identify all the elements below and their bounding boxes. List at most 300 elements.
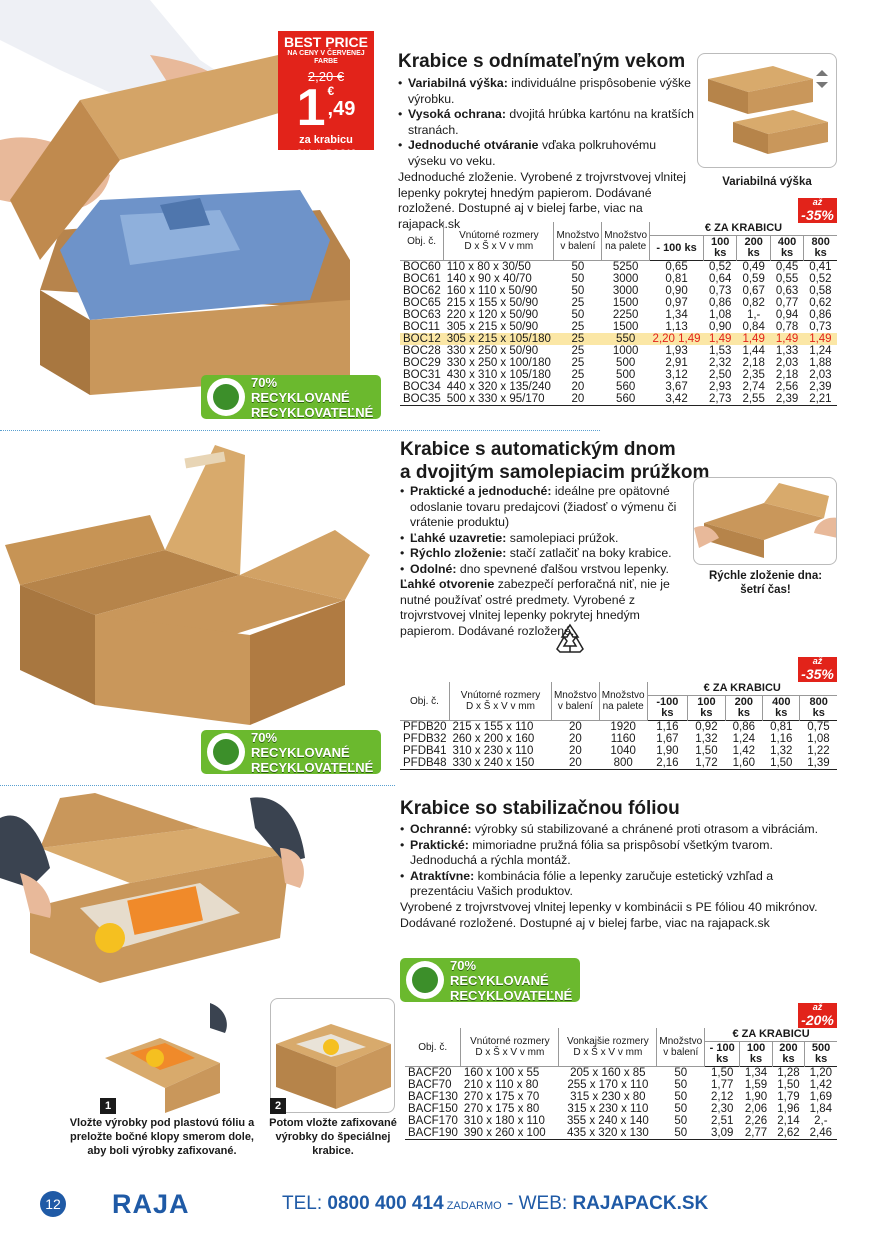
s2-th-mn1: Množstvo v balení [551, 682, 599, 721]
table-cell: 220 x 120 x 50/90 [446, 309, 539, 321]
table-cell: 305 x 215 x 105/180 [444, 333, 554, 345]
s1-th-obj: Obj. č. [400, 222, 444, 261]
table-row [400, 369, 837, 381]
table-cell: 2,26 [744, 1115, 768, 1127]
table-cell: 800 [613, 757, 633, 769]
s1-th-mn2: Množstvo na palete [602, 222, 650, 261]
table-cell: 50 [571, 285, 585, 297]
table-cell: 1,42 [809, 1079, 833, 1091]
s1-image-caption: Variabilná výška [722, 176, 812, 188]
table-cell: 2,30 [711, 1103, 734, 1115]
s2-product-image [693, 477, 837, 565]
table-cell: 435 x 320 x 130 [566, 1127, 649, 1139]
table-cell: 160 x 100 x 55 [463, 1067, 540, 1079]
table-cell: 1,16 [770, 733, 793, 745]
s3-th-p1: 100 ks [740, 1042, 772, 1067]
table-cell: 0,97 [665, 297, 688, 309]
table-cell: 1,88 [809, 357, 832, 369]
table-cell: 2,39 [775, 393, 799, 405]
table-cell: 0,65 [665, 261, 688, 273]
table-cell: 0,86 [809, 309, 832, 321]
table-cell: 1,22 [807, 745, 830, 757]
best-price-subtitle: NA CENY V ČERVENEJ FARBE [287, 50, 365, 65]
table-cell: 50 [571, 261, 585, 273]
recycle-line2: RECYKLOVATEĽNÉ [450, 987, 573, 1003]
table-cell: 0,59 [742, 273, 765, 285]
table-cell: 25 [571, 297, 585, 309]
recycle-symbol-icon [552, 622, 588, 658]
s1-description: Jednoduché zloženie. Vyrobené z trojvrstvovej vlnitej lepenky pokrytej hnedým papierom. Dodávané rozložené. Dostupné aj v bielej farbe, viac na rajapack.sk [398, 170, 686, 231]
table-cell: 3,42 [665, 393, 688, 405]
tel-label: TEL: [282, 1193, 328, 1214]
table-cell: 140 x 90 x 40/70 [446, 273, 532, 285]
recycle-badge-2 [201, 730, 381, 774]
table-cell: 1,08 [709, 309, 732, 321]
table-cell: BOC60 [403, 261, 441, 273]
table-row [400, 309, 837, 321]
s2-price-table-wrap [400, 682, 837, 770]
table-cell: 0,82 [742, 297, 765, 309]
table-row [400, 297, 837, 309]
s1-th-p4: 800 ks [811, 236, 830, 259]
table-cell: BOC63 [403, 309, 441, 321]
table-cell: 3,09 [711, 1127, 734, 1139]
table-cell: 390 x 260 x 100 [463, 1127, 546, 1139]
s2-th-dim: Vnútorné rozmery D x Š x V v mm [449, 682, 551, 721]
table-cell: PFDB41 [403, 745, 447, 757]
contact-line [282, 1193, 708, 1215]
table-cell: 50 [674, 1091, 688, 1103]
price-int: 1 [296, 79, 326, 137]
table-cell: BOC62 [403, 285, 441, 297]
table-cell: 210 x 110 x 80 [463, 1079, 539, 1091]
s2-discount-badge [798, 657, 837, 682]
table-cell: 25 [571, 369, 585, 381]
s2-th-mn2: Množstvo na palete [599, 682, 647, 721]
table-cell: 1,90 [656, 745, 679, 757]
table-cell: 2,73 [709, 393, 732, 405]
s2-th-eur: € ZA KRABICU [647, 682, 837, 696]
price-currency: € [327, 84, 335, 98]
table-cell: BACF170 [408, 1115, 458, 1127]
table-cell: 1,49 [704, 333, 737, 345]
s1-discount-badge [798, 198, 837, 223]
table-row [400, 381, 837, 393]
table-cell: 1000 [612, 345, 639, 357]
page-number: 12 [40, 1191, 66, 1217]
price-unit: za krabicu [299, 134, 353, 146]
table-cell: BOC35 [403, 393, 441, 405]
recycle-text [251, 375, 375, 420]
table-row [400, 273, 837, 285]
table-cell: 1,50 [770, 757, 793, 769]
table-row [405, 1103, 837, 1115]
table-cell: 2,39 [809, 381, 832, 393]
recycle-text [450, 958, 574, 1003]
table-cell: 1,33 [775, 345, 799, 357]
best-price-badge [278, 31, 374, 158]
table-cell: 20 [568, 745, 582, 757]
table-cell: 330 x 250 x 100/180 [446, 357, 551, 369]
table-cell: 0,62 [809, 297, 832, 309]
section-divider [0, 430, 600, 431]
table-cell: 1,50 [695, 745, 718, 757]
table-cell: 50 [571, 309, 585, 321]
table-cell: 1,20 [809, 1067, 833, 1079]
table-cell: 2,55 [742, 393, 765, 405]
s2-th-p1: 100 ks [688, 696, 725, 721]
free-label: ZADARMO [443, 1200, 502, 1212]
table-cell: 1,50 [711, 1067, 734, 1079]
table-cell: BOC34 [403, 381, 441, 393]
table-cell: 50 [674, 1079, 688, 1091]
table-cell: 2,03 [775, 357, 799, 369]
table-cell: 2,03 [809, 369, 832, 381]
table-cell: 1,24 [732, 733, 756, 745]
s3-price-table-wrap [405, 1028, 837, 1140]
s2-price-table [400, 682, 837, 770]
s3-title: Krabice so stabilizačnou fóliou [400, 798, 680, 819]
table-cell: BACF150 [408, 1103, 458, 1115]
table-cell: 315 x 230 x 80 [570, 1091, 646, 1103]
table-cell: 0,90 [709, 321, 732, 333]
s1-bullet: • Jednoduché otváranie vďaka polkruhovému výseku vo veku. [398, 138, 694, 169]
table-cell: 25 [571, 321, 585, 333]
table-cell: 2,46 [809, 1127, 833, 1139]
table-cell: BACF190 [408, 1127, 458, 1139]
s1-th-dim: Vnútorné rozmery D x Š x V v mm [444, 222, 554, 261]
web-link[interactable]: RAJAPACK.SK [572, 1193, 709, 1214]
table-cell: 1,79 [777, 1091, 800, 1103]
table-cell: BACF70 [408, 1079, 452, 1091]
tel-number[interactable]: 0800 400 414 [327, 1193, 444, 1214]
recycle-line1: 70% RECYKLOVANÉ [251, 374, 350, 405]
table-cell: BOC28 [403, 345, 441, 357]
table-cell: 50 [674, 1103, 688, 1115]
s2-title-line2: a dvojitým samolepiacim prúžkom [400, 462, 710, 483]
table-cell: 1,72 [695, 757, 718, 769]
s2-description: Ľahké otvorenie zabezpečí perforačná niť, nie je nutné používať ostré predmety. Vyrobené z trojvrstvovej vlnitej lepenky pokrytej hnedým papierom. Dodávané rozložené. [400, 577, 670, 638]
table-cell: 20 [571, 393, 585, 405]
table-cell: 20 [571, 381, 585, 393]
recycle-line1: 70% RECYKLOVANÉ [450, 957, 549, 988]
table-cell: 500 x 330 x 95/170 [446, 393, 545, 405]
s3-bullet: • Praktické: mimoriadne pružná fólia sa prispôsobí všetkým tvarom. Jednoduchá a rýchla montáž. [400, 838, 830, 869]
table-cell: 1,50 [777, 1079, 800, 1091]
table-cell: 215 x 155 x 110 [452, 721, 534, 733]
table-cell: 0,78 [775, 321, 799, 333]
table-cell: 440 x 320 x 135/240 [446, 381, 551, 393]
table-cell: 255 x 170 x 110 [567, 1079, 649, 1091]
table-cell: BACF130 [408, 1091, 458, 1103]
table-row [400, 261, 837, 274]
table-cell: BOC12 [400, 333, 444, 345]
table-cell: 1040 [610, 745, 636, 757]
table-cell: 0,49 [742, 261, 765, 273]
s2-table-body [400, 721, 837, 770]
table-cell: 3,12 [665, 369, 688, 381]
table-cell: 0,92 [695, 721, 718, 733]
table-row [400, 757, 837, 770]
recycle-globe-icon [406, 961, 444, 999]
table-cell: 0,73 [809, 321, 832, 333]
price-suffix [328, 84, 356, 120]
table-cell: 1160 [610, 733, 636, 745]
table-cell: 1500 [612, 321, 639, 333]
s3-th-mn1: Množstvo v balení [657, 1028, 705, 1067]
table-cell: BOC65 [403, 297, 441, 309]
table-cell: 330 x 250 x 50/90 [446, 345, 539, 357]
table-cell: 2,18 [775, 369, 799, 381]
table-cell: 2,74 [742, 381, 765, 393]
table-cell: 3,67 [665, 381, 688, 393]
table-cell: 0,77 [775, 297, 799, 309]
table-row [400, 321, 837, 333]
s2-th-p0: -100 ks [647, 696, 688, 721]
step1-caption: Vložte výrobky pod plastovú fóliu a preložte bočné klopy smerom dole, aby boli výrobky zafixované. [69, 1117, 255, 1157]
table-cell: 2,35 [742, 369, 765, 381]
s3-th-eur: € ZA KRABICU [705, 1028, 837, 1042]
s3-bullet: • Ochranné: výrobky sú stabilizované a chránené proti otrasom a vibráciám. [400, 822, 830, 838]
s1-title: Krabice s odnímateľným vekom [398, 51, 686, 72]
table-row [405, 1067, 837, 1080]
table-cell: 1,13 [665, 321, 688, 333]
s3-discount-badge [798, 1003, 837, 1028]
table-cell: PFDB48 [403, 757, 447, 769]
table-cell: 0,63 [775, 285, 799, 297]
table-cell: 1,77 [711, 1079, 734, 1091]
table-cell: 160 x 110 x 50/90 [446, 285, 538, 297]
table-cell: 1,90 [744, 1091, 768, 1103]
recycle-text [251, 730, 375, 775]
s3-th-obj: Obj. č. [405, 1028, 461, 1067]
table-cell: 2,56 [775, 381, 799, 393]
table-cell: 560 [616, 381, 636, 393]
table-cell: 0,86 [732, 721, 756, 733]
table-cell: 1,39 [807, 757, 830, 769]
s2-bullet: • Praktické a jednoduché: ideálne pre opätovné odoslanie tovaru predajcovi (žiadosť o výmenu či vrátenie produktu) [400, 484, 685, 531]
table-cell: PFDB20 [403, 721, 447, 733]
table-cell: 1,49 [770, 333, 803, 345]
s1-th-eur: € ZA KRABICU [650, 222, 837, 236]
recycle-globe-icon [207, 378, 245, 416]
table-cell: 20 [568, 733, 582, 745]
table-cell: 2,- [814, 1115, 828, 1127]
table-cell: 25 [554, 333, 602, 345]
s2-bullet: • Odolné: dno spevnené ďalšou vrstvou lepenky. [400, 562, 685, 578]
table-cell: 0,55 [775, 273, 799, 285]
s3-table-body [405, 1067, 837, 1140]
table-cell: 0,67 [742, 285, 765, 297]
table-cell: 1,60 [732, 757, 756, 769]
table-cell: 1,28 [777, 1067, 800, 1079]
table-cell: 2,91 [665, 357, 688, 369]
s1-discount: -35% [801, 207, 834, 223]
table-cell: 1,84 [809, 1103, 833, 1115]
s3-bullets [400, 822, 830, 900]
table-cell: 315 x 230 x 110 [567, 1103, 649, 1115]
step2-image [270, 998, 395, 1113]
table-row [400, 345, 837, 357]
recycle-line1: 70% RECYKLOVANÉ [251, 729, 350, 760]
table-cell: 1,59 [744, 1079, 768, 1091]
s3-discount: -20% [801, 1012, 834, 1028]
table-cell: 20 [568, 721, 582, 733]
table-cell: 550 [602, 333, 650, 345]
s2-bullets [400, 484, 685, 578]
table-row [405, 1127, 837, 1140]
table-cell: 2,14 [777, 1115, 800, 1127]
table-cell: 0,41 [809, 261, 832, 273]
table-cell: 560 [616, 393, 636, 405]
table-cell: 0,52 [709, 261, 732, 273]
s3-th-dim: Vnútorné rozmery D x Š x V v mm [461, 1028, 559, 1067]
s3-discount-top: až [812, 1002, 823, 1012]
table-cell: 1,67 [656, 733, 679, 745]
recycle-line2: RECYKLOVATEĽNÉ [251, 759, 374, 775]
table-cell: 25 [571, 345, 585, 357]
s3-th-p0: - 100 ks [705, 1042, 740, 1067]
table-cell: 5250 [612, 261, 639, 273]
table-cell: 0,84 [742, 321, 765, 333]
table-cell: 310 x 180 x 110 [463, 1115, 545, 1127]
table-cell: 1,32 [770, 745, 793, 757]
table-cell: 1,93 [665, 345, 688, 357]
step2-number: 2 [270, 1098, 286, 1114]
step1-number: 1 [100, 1098, 116, 1114]
table-cell: 1,49 [804, 333, 837, 345]
table-cell: 50 [674, 1067, 688, 1079]
table-cell: 1,34 [744, 1067, 768, 1079]
table-row [400, 357, 837, 369]
price-code: Obj. č. BOC12 [295, 148, 357, 158]
s1-table-body [400, 261, 837, 406]
section-divider [0, 785, 395, 786]
table-cell: BOC29 [403, 357, 441, 369]
table-cell: 0,90 [665, 285, 688, 297]
film-box-photo [0, 788, 395, 998]
table-cell: 2,62 [777, 1127, 800, 1139]
s2-bullet: • Ľahké uzavretie: samolepiaci prúžok. [400, 531, 685, 547]
table-cell: 270 x 175 x 70 [463, 1091, 540, 1103]
table-cell: 3000 [612, 273, 639, 285]
table-cell: 0,58 [809, 285, 832, 297]
s2-th-p4: 800 ks [809, 696, 828, 719]
table-cell: 2,06 [744, 1103, 768, 1115]
table-cell: 1,42 [732, 745, 756, 757]
s2-title [400, 438, 709, 484]
table-cell: 1,16 [656, 721, 679, 733]
table-cell: 0,94 [775, 309, 799, 321]
table-row [405, 1115, 837, 1127]
price-decimals: ,49 [327, 98, 356, 120]
table-cell: 1,44 [742, 345, 765, 357]
s3-price-table [405, 1028, 837, 1140]
table-row [400, 745, 837, 757]
table-cell: 1500 [612, 297, 639, 309]
old-price: 2,20 € [307, 69, 345, 84]
recycle-line2: RECYKLOVATEĽNÉ [251, 404, 374, 420]
s2-th-obj: Obj. č. [400, 682, 449, 721]
table-cell: 2,12 [711, 1091, 734, 1103]
table-cell: 2,20 1,49 [650, 333, 704, 345]
table-cell: BACF20 [408, 1067, 452, 1079]
s1-bullet: • Variabilná výška: individuálne prispôsobenie výške výrobku. [398, 76, 694, 107]
table-cell: 3000 [612, 285, 639, 297]
table-cell: 1,32 [695, 733, 718, 745]
table-cell: 50 [571, 273, 585, 285]
table-cell: 215 x 155 x 50/90 [446, 297, 539, 309]
table-cell: 50 [674, 1127, 688, 1139]
table-cell: 2,50 [709, 369, 732, 381]
table-cell: 1,- [746, 309, 761, 321]
table-row [405, 1079, 837, 1091]
table-cell: 1920 [610, 721, 636, 733]
table-cell: 430 x 310 x 105/180 [446, 369, 551, 381]
table-cell: 1,08 [807, 733, 830, 745]
table-cell: 500 [616, 369, 636, 381]
s1-bullet: • Vysoká ochrana: dvojitá hrúbka kartónu na kratších stranách. [398, 107, 694, 138]
s3-th-out: Vonkajšie rozmery D x Š x V v mm [559, 1028, 657, 1067]
table-cell: 0,81 [665, 273, 688, 285]
auto-bottom-box-photo [0, 435, 395, 735]
table-cell: 0,86 [709, 297, 732, 309]
price-block [278, 79, 374, 137]
table-cell: 0,75 [807, 721, 830, 733]
s1-bullets [398, 76, 694, 170]
s1-th-p2: 200 ks [737, 236, 770, 261]
s2-image-caption: Rýchle zloženie dna: šetrí čas! [708, 570, 823, 596]
raja-logo-text: RAJA [112, 1189, 190, 1219]
s3-th-p3: 500 ks [811, 1042, 831, 1065]
table-cell: 0,45 [775, 261, 799, 273]
s2-th-p2: 200 ks [725, 696, 762, 721]
s3-bullet: • Atraktívne: kombinácia fólie a lepenky zaručuje estetický vzhľad a prezentáciu Vašich produktov. [400, 869, 830, 900]
table-row [400, 393, 837, 406]
step2-caption: Potom vložte zafixované výrobky do špeciálnej krabice. [269, 1117, 397, 1157]
table-cell: BOC31 [403, 369, 441, 381]
s2-th-p3: 400 ks [763, 696, 800, 721]
table-cell: 2,77 [744, 1127, 768, 1139]
raja-logo [112, 1189, 190, 1220]
table-cell: BOC61 [403, 273, 441, 285]
table-cell: 2,32 [709, 357, 732, 369]
table-cell: 270 x 175 x 80 [463, 1103, 540, 1115]
table-row [400, 733, 837, 745]
table-cell: 2,16 [656, 757, 679, 769]
recycle-globe-icon [207, 733, 245, 771]
table-cell: 0,81 [770, 721, 793, 733]
table-cell: 0,52 [809, 273, 832, 285]
table-cell: BOC11 [403, 321, 440, 333]
table-row [405, 1091, 837, 1103]
recycle-badge-3 [400, 958, 580, 1002]
s1-th-mn1: Množstvo v balení [554, 222, 602, 261]
table-row [400, 721, 837, 734]
table-cell: 1,34 [665, 309, 688, 321]
s2-title-line1: Krabice s automatickým dnom [400, 439, 676, 460]
recycle-badge-1 [201, 375, 381, 419]
table-cell: 1,53 [709, 345, 732, 357]
s1-price-table [400, 222, 837, 406]
table-cell: 500 [616, 357, 636, 369]
table-cell: 260 x 200 x 160 [452, 733, 535, 745]
table-cell: 110 x 80 x 30/50 [446, 261, 531, 273]
s1-th-p0: - 100 ks [650, 236, 704, 261]
table-cell: 310 x 230 x 110 [452, 745, 534, 757]
table-cell: 2,18 [742, 357, 765, 369]
table-cell: 330 x 240 x 150 [452, 757, 535, 769]
